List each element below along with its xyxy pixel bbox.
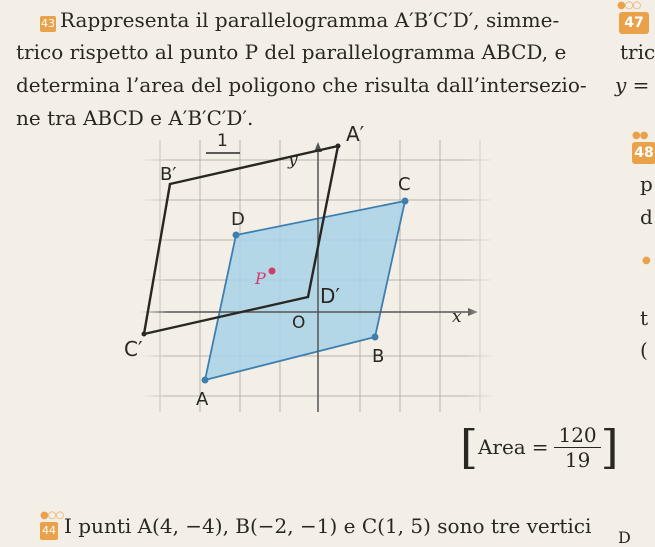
exercise-44-badge: 44: [40, 522, 58, 540]
margin-fragment-5: t: [640, 306, 649, 330]
label-b-prime: B′: [160, 164, 177, 185]
margin-fragment-2: y =: [615, 73, 650, 97]
label-b: B: [372, 346, 385, 367]
difficulty-dots-48: ●●: [632, 130, 648, 141]
exercise-number-badge: 43: [41, 17, 55, 30]
label-d-prime: D′: [320, 284, 340, 308]
exercise-text-line-4: ne tra ABCD e A′B′C′D′.: [16, 106, 254, 130]
exercise-text-line-3: determina l’area del poligono che risulta dall’intersezio-: [16, 73, 587, 97]
label-a-prime: A′: [346, 122, 365, 146]
exercise-text-line-1: Rappresenta il parallelogramma A′B′C′D′, simme-: [60, 8, 560, 32]
next-exercise-text: I punti A(4, −4), B(−2, −1) e C(1, 5) sono tre vertici: [64, 514, 592, 538]
label-a: A: [196, 389, 209, 410]
difficulty-dots: ●○○: [617, 0, 641, 11]
answer-label: Area: [477, 435, 526, 459]
point-c-prime: [142, 332, 147, 337]
answer-denominator: 19: [564, 447, 591, 472]
label-c: C: [398, 174, 411, 195]
right-bracket: ]: [600, 420, 619, 474]
point-p: [269, 268, 276, 275]
point-c: [402, 198, 409, 205]
exercise-text-line-2: trico rispetto al punto P del parallelogramma ABCD, e: [16, 40, 567, 64]
margin-fragment-7: D: [618, 528, 631, 547]
left-bracket: [: [460, 420, 478, 474]
answer-fraction: [554, 423, 600, 472]
exercise-48-badge: 48: [632, 142, 655, 164]
answer-box: [460, 418, 619, 476]
label-origin: O: [292, 313, 306, 333]
margin-fragment-4: d: [640, 205, 653, 229]
answer-equals: =: [531, 435, 549, 459]
point-d: [233, 232, 240, 239]
margin-fragment-6: (: [640, 338, 648, 362]
label-c-prime: C′: [124, 337, 143, 361]
label-d: D: [231, 209, 245, 230]
point-a: [202, 377, 209, 384]
margin-fragment-1: tric: [620, 40, 655, 64]
difficulty-dots-49: ●: [642, 255, 650, 266]
difficulty-dots-44: ●○○: [40, 510, 64, 521]
label-y-axis: y: [288, 150, 298, 170]
point-a-prime: [336, 144, 341, 149]
point-b: [372, 334, 379, 341]
label-p: P: [255, 269, 266, 288]
exercise-47-badge: 47: [619, 12, 649, 34]
unit-label: 1: [217, 131, 228, 151]
answer-numerator: 120: [554, 423, 600, 448]
margin-fragment-3: p: [640, 172, 653, 196]
label-x-axis: x: [452, 307, 462, 327]
